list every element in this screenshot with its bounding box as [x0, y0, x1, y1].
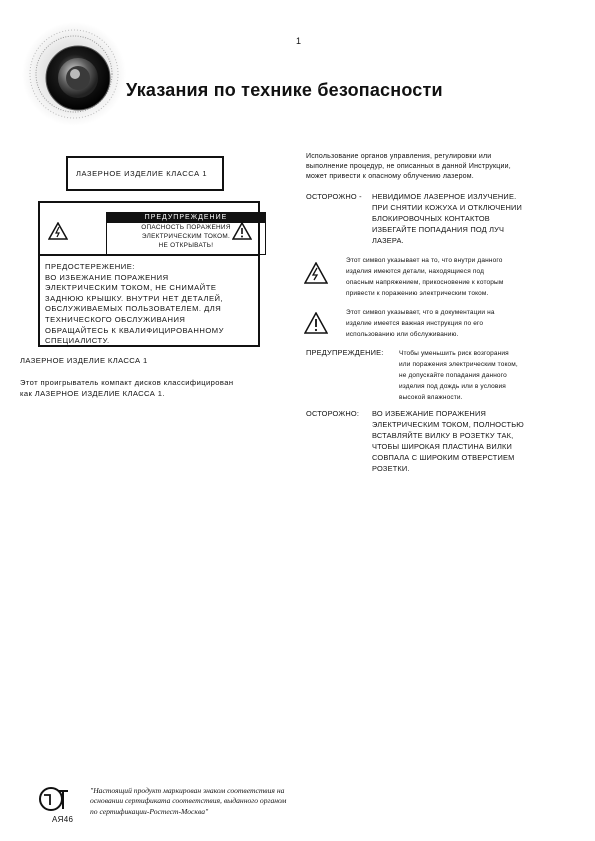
- warning-line: НЕ ОТКРЫВАТЬ!: [158, 242, 214, 249]
- symbol-shock-line: опасным напряжением, прикосновение к которым: [346, 279, 504, 286]
- caution-plug-line: ЭЛЕКТРИЧЕСКИМ ТОКОМ, ПОЛНОСТЬЮ: [372, 420, 524, 429]
- caution-plug-label: ОСТОРОЖНО:: [306, 409, 360, 418]
- caution-plug-line: СОВПАЛА С ШИРОКИМ ОТВЕРСТИЕМ: [372, 453, 515, 462]
- symbol-instruction-line: Этот символ указывает, что в документации на: [346, 309, 495, 316]
- caution-line: ПРЕДОСТЕРЕЖЕНИЕ:: [45, 262, 135, 271]
- electric-shock-symbol-icon: [304, 262, 328, 284]
- certification-code: АЯ46: [52, 815, 74, 824]
- caution-plug-line: РОЗЕТКИ.: [372, 464, 410, 473]
- warning-panel: [38, 201, 260, 256]
- intro-line: Использование органов управления, регулировки или: [306, 153, 492, 160]
- warning-heading: ПРЕДУПРЕЖДЕНИЕ: [107, 213, 265, 223]
- symbol-instruction-line: изделие имеется важная инструкция по его: [346, 320, 484, 327]
- warning-label-text: ПРЕДУПРЕЖДЕНИЕ:: [306, 348, 384, 357]
- symbol-shock-line: привести к поражению электрическим током.: [346, 290, 489, 297]
- certification-statement: [90, 786, 286, 817]
- caution-invisible-line: ЛАЗЕРА.: [372, 236, 404, 245]
- certification-line: основании сертификата соответствия, выданного органом: [90, 796, 287, 806]
- caution-invisible-line: НЕВИДИМОЕ ЛАЗЕРНОЕ ИЗЛУЧЕНИЕ.: [372, 192, 517, 201]
- caution-plug-line: ЧТОБЫ ШИРОКАЯ ПЛАСТИНА ВИЛКИ: [372, 442, 513, 451]
- caution-invisible-line: ИЗБЕГАЙТЕ ПОПАДАНИЯ ПОД ЛУЧ: [372, 225, 505, 234]
- warning-line: не допускайте попадания данного: [399, 372, 507, 379]
- warning-line: ОПАСНОСТЬ ПОРАЖЕНИЯ: [141, 224, 231, 231]
- warning-line: или поражения электрическим током,: [399, 361, 518, 368]
- exclamation-symbol-icon: [304, 312, 328, 334]
- warning-line: высокой влажности.: [399, 394, 463, 401]
- caution-invisible-label: ОСТОРОЖНО -: [306, 192, 362, 201]
- caution-line: СПЕЦИАЛИСТУ.: [45, 336, 110, 346]
- caution-plug-line: ВСТАВЛЯЙТЕ ВИЛКУ В РОЗЕТКУ ТАК,: [372, 431, 514, 440]
- symbol-shock-line: Этот символ указывает на то, что внутри данного: [346, 257, 503, 264]
- laser-class-body-line: Этот проигрыватель компакт дисков классифицирован: [20, 378, 234, 387]
- caution-panel: [38, 256, 260, 347]
- caution-line: ОБРАЩАЙТЕСЬ К КВАЛИФИЦИРОВАННОМУ: [45, 325, 224, 335]
- intro-line: выполнение процедур, не описанных в данной Инструкции,: [306, 163, 511, 170]
- caution-line: ОБСЛУЖИВАЕМЫХ ПОЛЬЗОВАТЕЛЕМ. ДЛЯ: [45, 304, 222, 314]
- symbol-shock-line: изделия имеются детали, находящиеся под: [346, 268, 485, 275]
- caution-plug-line: ВО ИЗБЕЖАНИЕ ПОРАЖЕНИЯ: [372, 409, 486, 418]
- warning-line: ЭЛЕКТРИЧЕСКИМ ТОКОМ.: [141, 233, 231, 240]
- symbol-instruction-line: использованию или обслуживанию.: [346, 331, 459, 338]
- caution-line: ЗАДНЮЮ КРЫШКУ. ВНУТРИ НЕТ ДЕТАЛЕЙ,: [45, 293, 224, 303]
- warning-line: изделия под дождь или в условия: [399, 383, 506, 390]
- laser-class-label: [66, 156, 224, 191]
- page-title: Указания по технике безопасности: [126, 80, 443, 100]
- certification-logo: [38, 785, 70, 813]
- exclamation-warning-icon: [232, 222, 252, 240]
- page-number: 1: [296, 36, 302, 46]
- caution-line: ЭЛЕКТРИЧЕСКИМ ТОКОМ, НЕ СНИМАЙТЕ: [45, 283, 217, 293]
- speaker-illustration: [18, 14, 130, 126]
- caution-invisible-line: БЛОКИРОВОЧНЫХ КОНТАКТОВ: [372, 214, 490, 223]
- caution-line: ТЕХНИЧЕСКОГО ОБСЛУЖИВАНИЯ: [45, 314, 186, 324]
- caution-line: ВО ИЗБЕЖАНИЕ ПОРАЖЕНИЯ: [45, 272, 169, 282]
- intro-line: может привести к опасному облучению лазером.: [306, 173, 474, 180]
- certification-line: "Настоящий продукт маркирован знаком соответствия на: [90, 786, 285, 795]
- certification-line: по сертификации-Ростест-Москва": [90, 806, 209, 816]
- warning-line: Чтобы уменьшить риск возгорания: [399, 350, 509, 357]
- caution-invisible-line: ПРИ СНЯТИИ КОЖУХА И ОТКЛЮЧЕНИИ: [372, 203, 523, 212]
- laser-class-body-line: как ЛАЗЕРНОЕ ИЗДЕЛИЕ КЛАССА 1.: [20, 389, 165, 398]
- electric-shock-warning-icon: [48, 222, 68, 240]
- laser-class-text: ЛАЗЕРНОЕ ИЗДЕЛИЕ КЛАССА 1: [76, 169, 208, 178]
- laser-class-heading: ЛАЗЕРНОЕ ИЗДЕЛИЕ КЛАССА 1: [20, 356, 148, 365]
